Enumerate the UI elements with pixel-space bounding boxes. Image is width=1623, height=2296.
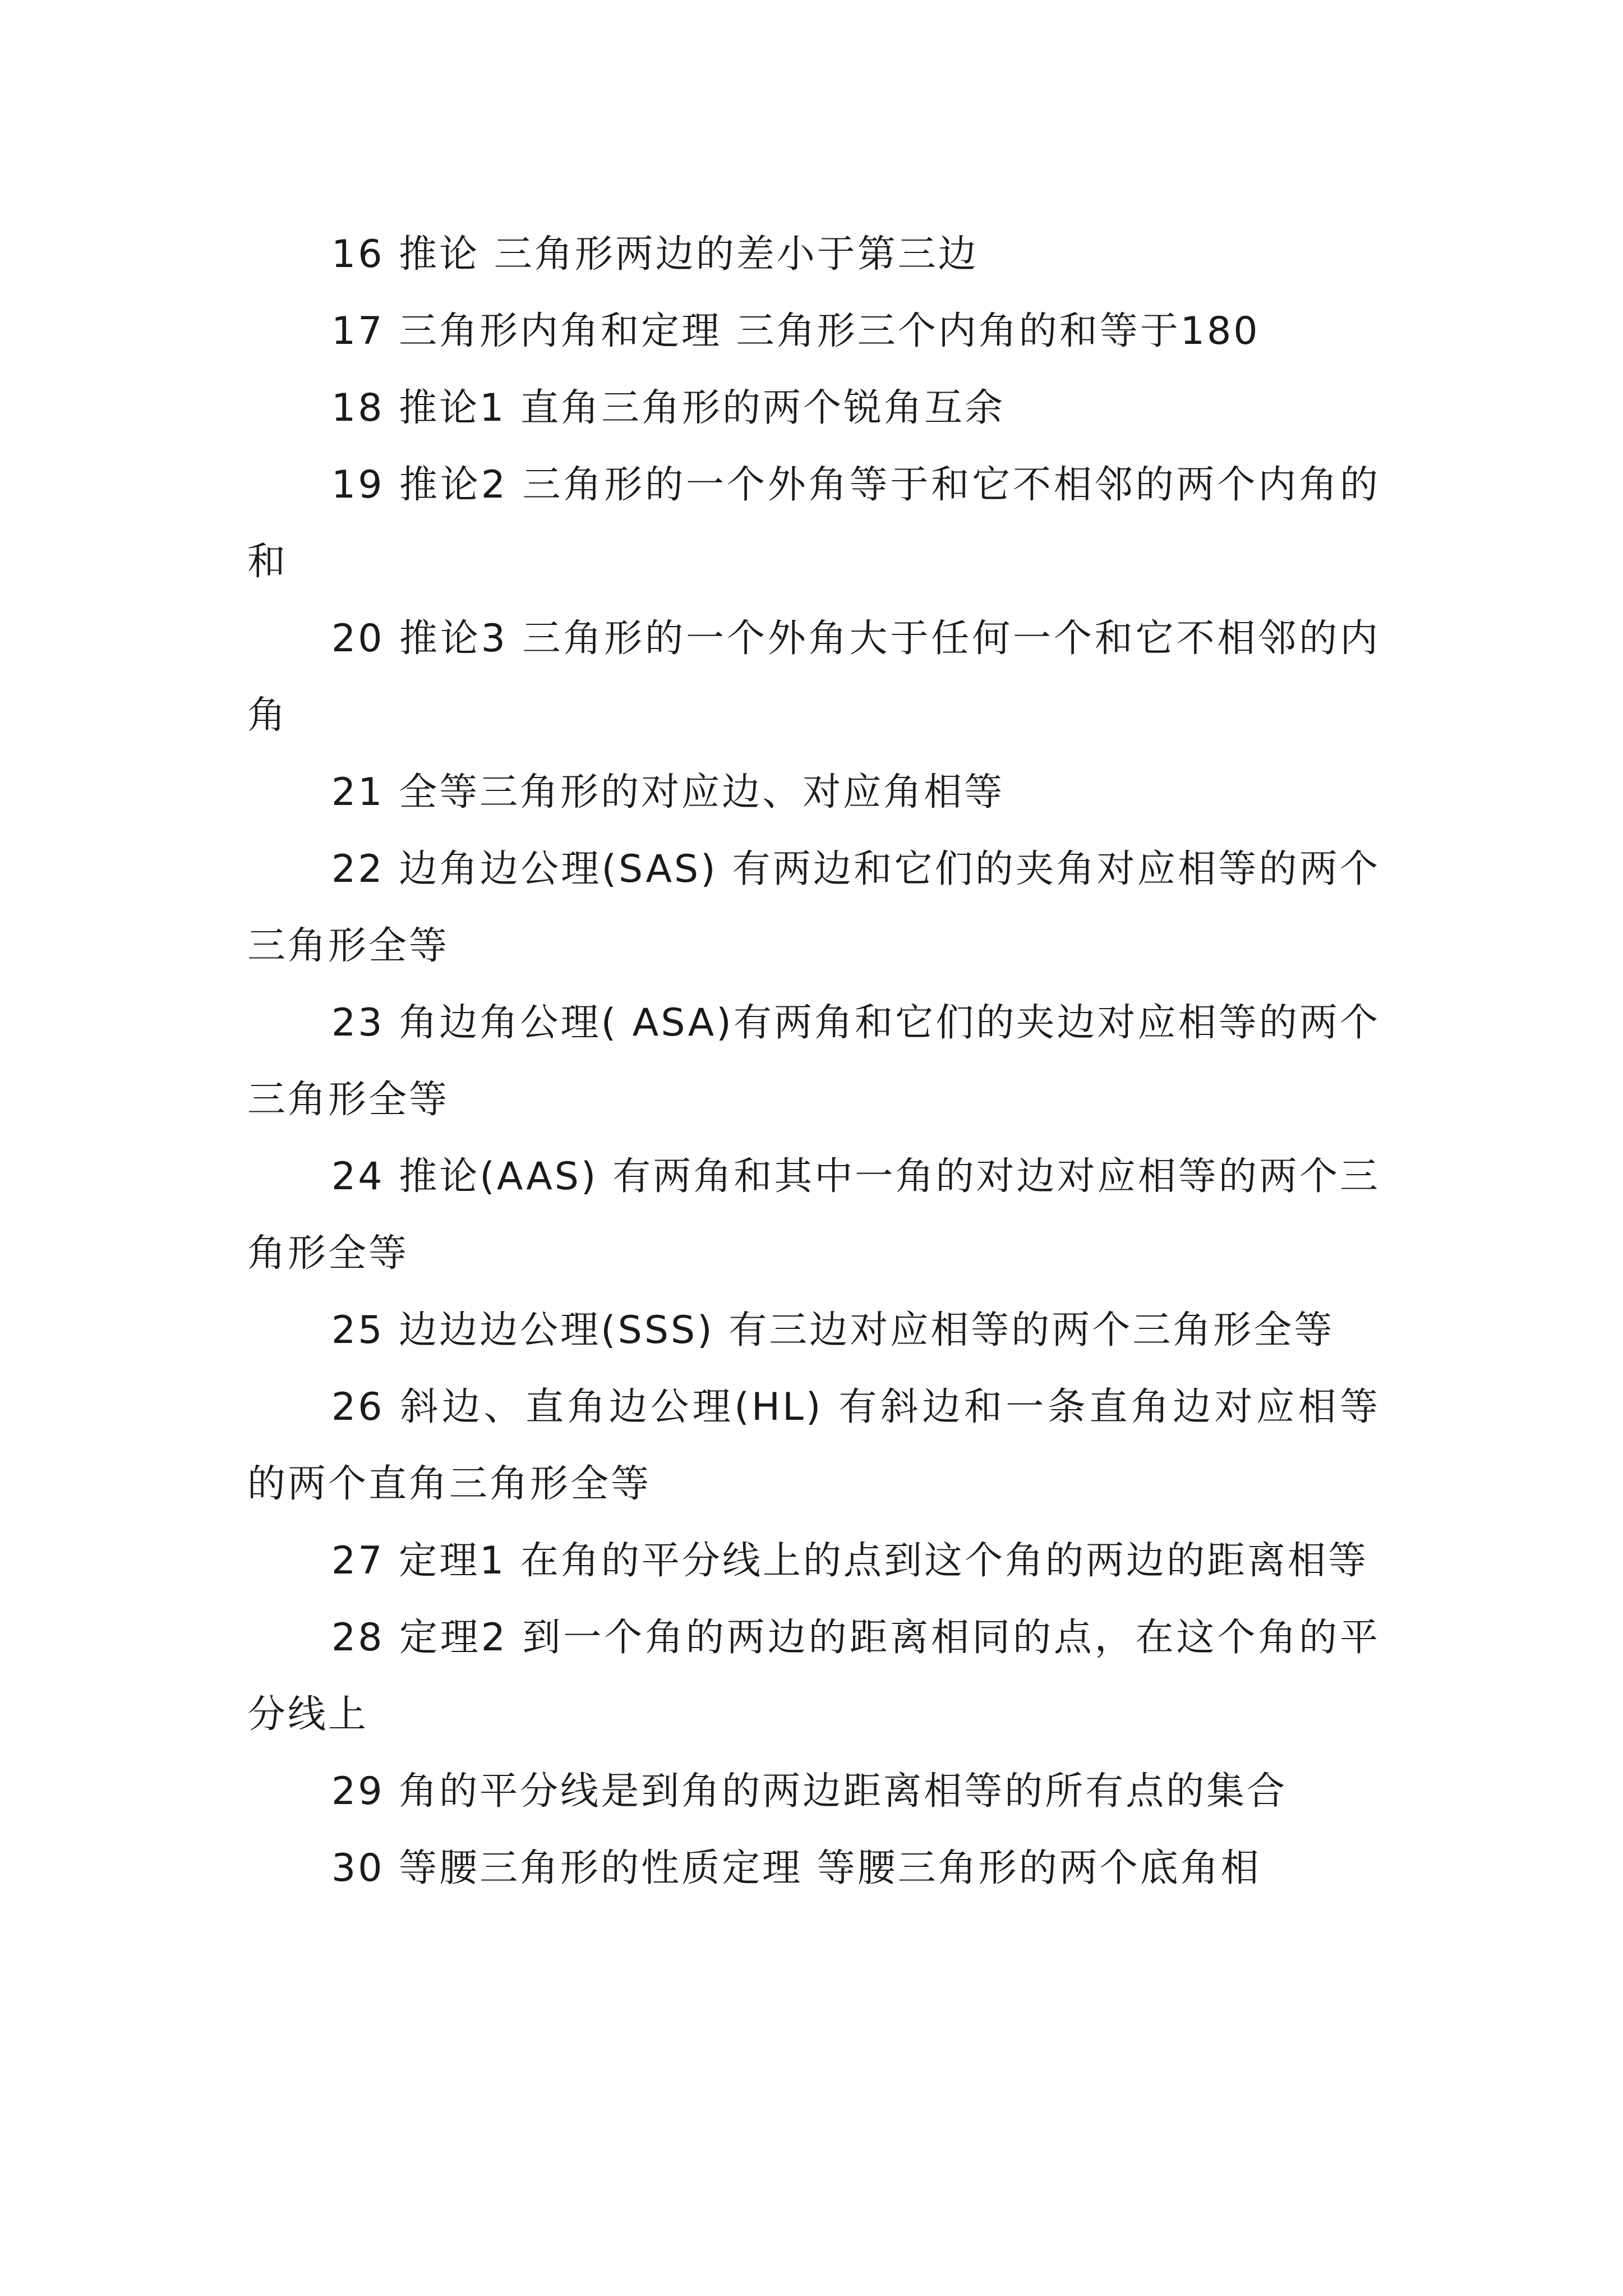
paragraph-29: 29 角的平分线是到角的两边距离相等的所有点的集合 bbox=[331, 1769, 1288, 1814]
paragraph-16: 16 推论 三角形两边的差小于第三边 bbox=[331, 232, 979, 277]
paragraph-28: 28 定理2 到一个角的两边的距离相同的点，在这个角的平分线上 bbox=[247, 1616, 1380, 1737]
paragraph-26: 26 斜边、直角边公理(HL) 有斜边和一条直角边对应相等的两个直角三角形全等 bbox=[247, 1385, 1380, 1506]
paragraph-19: 19 推论2 三角形的一个外角等于和它不相邻的两个内角的和 bbox=[247, 463, 1380, 584]
paragraph-20: 20 推论3 三角形的一个外角大于任何一个和它不相邻的内角 bbox=[247, 616, 1380, 738]
paragraph-21: 21 全等三角形的对应边、对应角相等 bbox=[331, 770, 1005, 815]
paragraph-27: 27 定理1 在角的平分线上的点到这个角的两边的距离相等 bbox=[331, 1539, 1369, 1583]
paragraph-18: 18 推论1 直角三角形的两个锐角互余 bbox=[331, 386, 1006, 430]
paragraph-25: 25 边边边公理(SSS) 有三边对应相等的两个三角形全等 bbox=[331, 1308, 1335, 1352]
document-body bbox=[247, 216, 1380, 1907]
paragraph-24: 24 推论(AAS) 有两角和其中一角的对边对应相等的两个三角形全等 bbox=[247, 1154, 1380, 1276]
paragraph-30: 30 等腰三角形的性质定理 等腰三角形的两个底角相 bbox=[331, 1846, 1261, 1890]
paragraph-22: 22 边角边公理(SAS) 有两边和它们的夹角对应相等的两个三角形全等 bbox=[247, 847, 1380, 968]
paragraph-23: 23 角边角公理( ASA)有两角和它们的夹边对应相等的两个三角形全等 bbox=[247, 1001, 1380, 1122]
paragraph-17: 17 三角形内角和定理 三角形三个内角的和等于180 bbox=[331, 309, 1260, 353]
